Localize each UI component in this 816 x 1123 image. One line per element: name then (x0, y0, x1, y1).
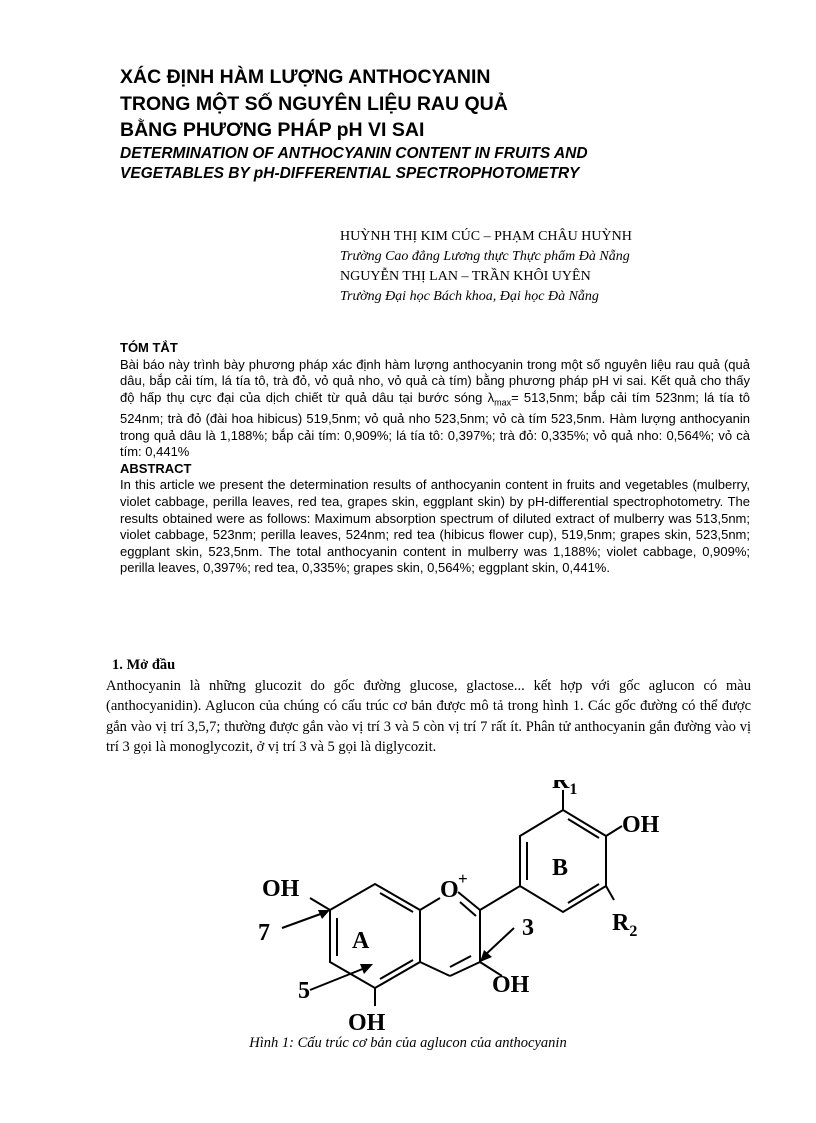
title-vi-line-3: BẰNG PHƯƠNG PHÁP pH VI SAI (120, 119, 425, 141)
oh-left-bond (310, 898, 330, 910)
r1-letter: R (552, 780, 570, 794)
abstract-heading: ABSTRACT (120, 460, 192, 476)
lambda-subscript: max (494, 397, 512, 408)
r2-bond (606, 886, 614, 900)
title-vi-line-1: XÁC ĐỊNH HÀM LƯỢNG ANTHOCYANIN (120, 66, 491, 88)
pos3-pointer (484, 928, 514, 956)
intro-paragraph: Anthocyanin là những glucozit do gốc đường glucose, glactose... kết hợp với gốc aglucon có màu (anthocyanidin). Aglucon của chúng có cấu trúc cơ bản được mô tả trong hình 1. Các gốc đường có thể được gắn vào vị trí 3,5,7; thường được gắn vào vị trí 3 và 5 còn vị trí 7 rất ít. Phân tử anthocyanin gắn đường vào vị trí 3 gọi là monoglycozit, ở vị trí 3 và 5 gọi là diglycozit. (106, 677, 751, 755)
figure-caption: Hình 1: Cấu trúc cơ bản của aglucon của anthocyanin (249, 1035, 567, 1051)
pos5-pointer (310, 966, 370, 990)
figure-aglucon-structure (240, 780, 680, 1035)
r1-subscript: 1 (569, 781, 578, 798)
author-names-1: HUỲNH THỊ KIM CÚC – PHẠM CHÂU HUỲNH (340, 229, 632, 244)
ring-c-bond-5 (420, 962, 450, 976)
oh-bottom-label: OH (348, 1010, 386, 1035)
intro-heading: 1. Mở đầu (112, 657, 176, 673)
r1-label (552, 780, 577, 798)
oh-left-label: OH (262, 876, 300, 902)
intro-section (106, 655, 751, 758)
abstract-text: In this article we present the determination results of anthocyanin content in fruits and vegetables (mulberry, violet cabbage, perilla leaves, red tea, grapes skin, eggplant skin) by pH-differential spectrophotometry. The results obtained were as follows: Maximum absorption spectrum of diluted extract of mulberry was 513,5nm; violet cabbage, 523nm; perilla leaves, 524nm; red tea (hibicus flower cup), 519,5nm; grapes skin, 523,5nm; eggplant skin, 523,5nm. The total anthocyanin content in mulberry was 1,188%; violet cabbage, 0,909%; perilla leaves, 0,397%; red tea, 0,335%; grapes skin, 0,564%; eggplant skin, 0,441%. (120, 477, 750, 576)
ring-b-label: B (552, 855, 569, 881)
title-vi-line-2: TRONG MỘT SỐ NGUYÊN LIỆU RAU QUẢ (120, 92, 508, 115)
oh-top-bond (606, 826, 622, 836)
authors-block (340, 227, 780, 307)
tom-tat-text (120, 357, 750, 461)
ring-link-bond (480, 886, 520, 910)
chemical-structure-diagram (240, 780, 680, 1035)
ring-c-double-2 (450, 956, 471, 967)
author-affiliation-2: Trường Đại học Bách khoa, Đại học Đà Nẵng (340, 289, 599, 304)
position-3-label: 3 (522, 915, 534, 941)
oxygen-label: O (440, 877, 459, 903)
tom-tat-text-part-2: = 513,5nm; bắp cải tím 523nm; lá tía tô 524nm; trà đỏ (đài hoa hibicus) 519,5nm; vỏ quả nho 523,5nm; vỏ cà tím 523,5nm. Hàm lượng anthocyanin trong quả dâu là 1,188%; bắp cải tím: 0,909%; lá tía tô: 0,397%; trà đỏ: 0,335%; vỏ quả nho: 0,564%; vỏ cà tím: 0,441% (120, 389, 750, 460)
author-names-2: NGUYỄN THỊ LAN – TRẦN KHÔI UYÊN (340, 269, 591, 284)
tom-tat-text-part-1: Bài báo này trình bày phương pháp xác định hàm lượng anthocyanin trong một số nguyên liệu rau quả (quả dâu, bắp cải tím, lá tía tô, trà đỏ, vỏ quả nho, vỏ quả cà tím) bằng phương pháp pH vi sai. Kết quả cho thấy độ hấp thụ cực đại của dịch chiết từ quả dâu tại bước sóng (120, 356, 750, 405)
position-7-label: 7 (258, 920, 270, 946)
lambda-symbol: λ (487, 389, 495, 405)
r2-label (612, 910, 637, 940)
title-en-line-2: VEGETABLES BY pH-DIFFERENTIAL SPECTROPHOTOMETRY (120, 164, 580, 182)
ring-a-label: A (352, 928, 370, 954)
ring-a-outline (330, 884, 420, 988)
r2-letter: R (612, 910, 630, 936)
title-block (120, 64, 740, 184)
pos3-arrow-head (480, 950, 492, 962)
tom-tat-heading: TÓM TẮT (120, 340, 178, 355)
author-affiliation-1: Trường Cao đẳng Lương thực Thực phẩm Đà Nẵng (340, 249, 630, 264)
oh-right-label: OH (492, 972, 530, 998)
position-5-label: 5 (298, 978, 310, 1004)
abstract-section (120, 340, 750, 577)
intro-text (106, 676, 751, 758)
pos7-pointer (282, 912, 326, 928)
oh-top-label: OH (622, 812, 660, 838)
plus-charge-label: + (458, 869, 468, 888)
r2-subscript: 2 (629, 923, 638, 940)
ring-c-bond-1 (420, 898, 440, 910)
title-en-line-1: DETERMINATION OF ANTHOCYANIN CONTENT IN FRUITS AND (120, 144, 588, 162)
ring-c-bond-2 (458, 892, 480, 910)
